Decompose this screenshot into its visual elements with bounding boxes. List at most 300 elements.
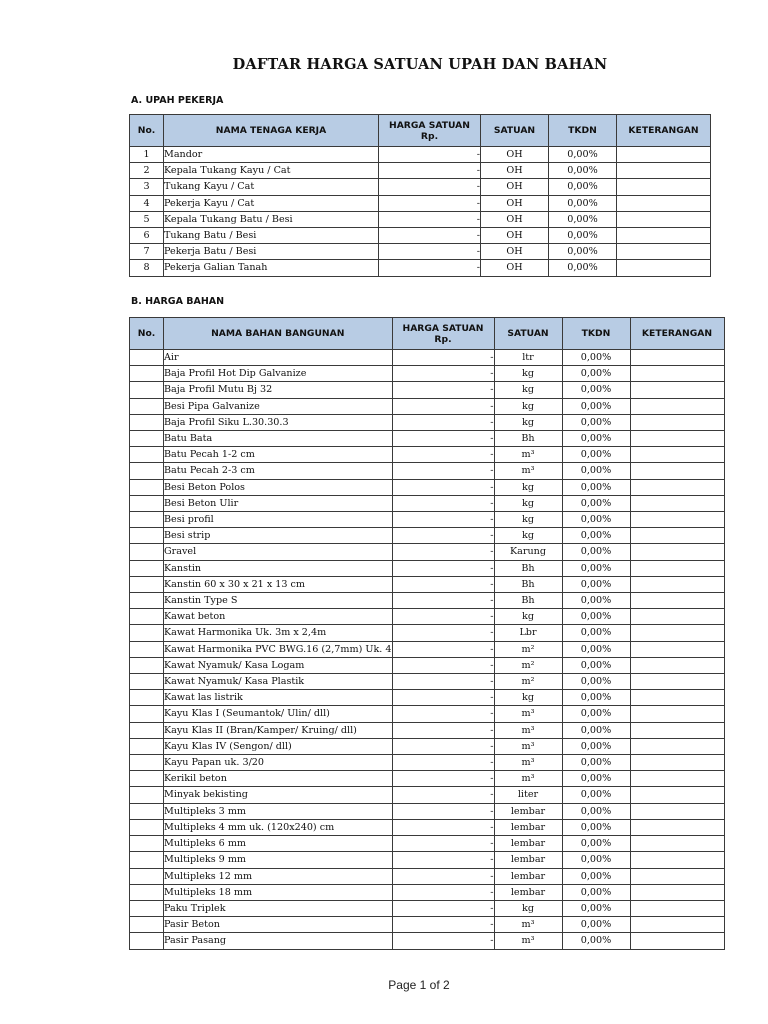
cell-tkdn: 0,00% xyxy=(562,884,630,900)
cell-tkdn: 0,00% xyxy=(562,933,630,949)
table-row xyxy=(130,755,725,771)
cell-no xyxy=(130,382,164,398)
table-row xyxy=(130,528,725,544)
cell-no xyxy=(130,593,164,609)
cell-unit: lembar xyxy=(494,836,562,852)
cell-tkdn: 0,00% xyxy=(562,755,630,771)
table-row xyxy=(130,625,725,641)
cell-unit: lembar xyxy=(494,884,562,900)
cell-tkdn: 0,00% xyxy=(549,147,617,163)
cell-no xyxy=(130,414,164,430)
cell-unit: liter xyxy=(494,787,562,803)
cell-unit: OH xyxy=(481,260,549,276)
column-header-note: KETERANGAN xyxy=(617,115,711,147)
cell-note xyxy=(630,868,724,884)
cell-unit: kg xyxy=(494,528,562,544)
cell-no xyxy=(130,690,164,706)
cell-price: - xyxy=(392,382,494,398)
cell-name: Air xyxy=(164,350,393,366)
cell-unit: OH xyxy=(481,195,549,211)
cell-tkdn: 0,00% xyxy=(562,495,630,511)
cell-no xyxy=(130,722,164,738)
cell-no xyxy=(130,398,164,414)
cell-name: Kawat Harmonika PVC BWG.16 (2,7mm) Uk. 4 xyxy=(164,641,393,657)
cell-name: Kayu Papan uk. 3/20 xyxy=(164,755,393,771)
cell-note xyxy=(630,560,724,576)
table-row xyxy=(130,431,725,447)
cell-price: - xyxy=(379,244,481,260)
table-row xyxy=(130,414,725,430)
cell-unit: m³ xyxy=(494,447,562,463)
cell-unit: m² xyxy=(494,674,562,690)
cell-name: Kepala Tukang Batu / Besi xyxy=(164,211,379,227)
cell-unit: OH xyxy=(481,179,549,195)
table-row xyxy=(130,576,725,592)
cell-name: Mandor xyxy=(164,147,379,163)
cell-tkdn: 0,00% xyxy=(562,690,630,706)
cell-unit: m³ xyxy=(494,738,562,754)
cell-tkdn: 0,00% xyxy=(562,609,630,625)
table-row xyxy=(130,690,725,706)
table-row xyxy=(130,350,725,366)
cell-tkdn: 0,00% xyxy=(562,576,630,592)
column-header-tkdn: TKDN xyxy=(562,318,630,350)
cell-no xyxy=(130,625,164,641)
table-row xyxy=(130,228,711,244)
cell-note xyxy=(630,755,724,771)
cell-tkdn: 0,00% xyxy=(562,657,630,673)
cell-name: Multipleks 18 mm xyxy=(164,884,393,900)
cell-no xyxy=(130,674,164,690)
cell-note xyxy=(630,414,724,430)
cell-no xyxy=(130,560,164,576)
cell-no: 7 xyxy=(130,244,164,260)
table-row xyxy=(130,195,711,211)
cell-price: - xyxy=(379,163,481,179)
cell-price: - xyxy=(392,479,494,495)
cell-name: Besi Beton Polos xyxy=(164,479,393,495)
table-row xyxy=(130,366,725,382)
cell-tkdn: 0,00% xyxy=(562,900,630,916)
cell-unit: kg xyxy=(494,414,562,430)
table-row xyxy=(130,560,725,576)
cell-tkdn: 0,00% xyxy=(562,641,630,657)
cell-note xyxy=(630,836,724,852)
cell-unit: lembar xyxy=(494,868,562,884)
column-header-note: KETERANGAN xyxy=(630,318,724,350)
cell-note xyxy=(630,933,724,949)
table-row xyxy=(130,819,725,835)
cell-note xyxy=(630,738,724,754)
cell-unit: kg xyxy=(494,690,562,706)
cell-unit: kg xyxy=(494,398,562,414)
cell-price: - xyxy=(392,366,494,382)
cell-name: Multipleks 3 mm xyxy=(164,803,393,819)
table-row xyxy=(130,787,725,803)
cell-tkdn: 0,00% xyxy=(562,771,630,787)
cell-unit: kg xyxy=(494,609,562,625)
cell-name: Pasir Pasang xyxy=(164,933,393,949)
cell-unit: Karung xyxy=(494,544,562,560)
cell-price: - xyxy=(392,884,494,900)
cell-price: - xyxy=(392,609,494,625)
cell-no xyxy=(130,350,164,366)
table-row xyxy=(130,836,725,852)
table-row xyxy=(130,447,725,463)
column-header-price xyxy=(379,115,481,147)
table-row xyxy=(130,917,725,933)
table-row xyxy=(130,512,725,528)
cell-tkdn: 0,00% xyxy=(562,350,630,366)
cell-name: Kawat Harmonika Uk. 3m x 2,4m xyxy=(164,625,393,641)
cell-price: - xyxy=(392,463,494,479)
cell-unit: m³ xyxy=(494,933,562,949)
cell-price: - xyxy=(392,625,494,641)
cell-price: - xyxy=(392,771,494,787)
cell-no: 6 xyxy=(130,228,164,244)
table-row xyxy=(130,900,725,916)
cell-note xyxy=(630,722,724,738)
cell-unit: kg xyxy=(494,479,562,495)
cell-price: - xyxy=(392,706,494,722)
cell-price: - xyxy=(392,495,494,511)
cell-name: Kanstin 60 x 30 x 21 x 13 cm xyxy=(164,576,393,592)
cell-tkdn: 0,00% xyxy=(549,211,617,227)
column-header-price-line2: Rp. xyxy=(434,333,452,345)
table-row xyxy=(130,260,711,276)
cell-unit: OH xyxy=(481,228,549,244)
cell-note xyxy=(617,244,711,260)
cell-name: Kayu Klas II (Bran/Kamper/ Kruing/ dll) xyxy=(164,722,393,738)
cell-price: - xyxy=(392,641,494,657)
cell-unit: OH xyxy=(481,211,549,227)
table-row xyxy=(130,609,725,625)
table-row xyxy=(130,211,711,227)
cell-price: - xyxy=(379,147,481,163)
cell-no xyxy=(130,431,164,447)
column-header-unit: SATUAN xyxy=(494,318,562,350)
cell-tkdn: 0,00% xyxy=(562,382,630,398)
cell-price: - xyxy=(379,228,481,244)
table-row xyxy=(130,641,725,657)
cell-no: 1 xyxy=(130,147,164,163)
section-heading-harga-bahan: B. HARGA BAHAN xyxy=(131,296,225,307)
materials-table xyxy=(129,317,725,950)
cell-note xyxy=(630,852,724,868)
cell-tkdn: 0,00% xyxy=(549,228,617,244)
cell-unit: Lbr xyxy=(494,625,562,641)
cell-unit: ltr xyxy=(494,350,562,366)
cell-unit: Bh xyxy=(494,431,562,447)
cell-price: - xyxy=(379,260,481,276)
cell-unit: m³ xyxy=(494,917,562,933)
cell-name: Kanstin xyxy=(164,560,393,576)
cell-tkdn: 0,00% xyxy=(562,414,630,430)
cell-note xyxy=(630,576,724,592)
cell-tkdn: 0,00% xyxy=(562,544,630,560)
column-header-price xyxy=(392,318,494,350)
cell-name: Baja Profil Mutu Bj 32 xyxy=(164,382,393,398)
cell-tkdn: 0,00% xyxy=(562,868,630,884)
cell-note xyxy=(630,657,724,673)
table-row xyxy=(130,771,725,787)
cell-note xyxy=(630,528,724,544)
table-row xyxy=(130,722,725,738)
cell-name: Multipleks 9 mm xyxy=(164,852,393,868)
column-header-price-line2: Rp. xyxy=(420,130,439,142)
cell-note xyxy=(630,366,724,382)
cell-price: - xyxy=(392,528,494,544)
cell-tkdn: 0,00% xyxy=(562,447,630,463)
cell-note xyxy=(630,787,724,803)
cell-unit: kg xyxy=(494,495,562,511)
cell-note xyxy=(630,819,724,835)
cell-no: 3 xyxy=(130,179,164,195)
cell-no: 8 xyxy=(130,260,164,276)
cell-no xyxy=(130,787,164,803)
column-header-tkdn: TKDN xyxy=(549,115,617,147)
cell-name: Kepala Tukang Kayu / Cat xyxy=(164,163,379,179)
table-row xyxy=(130,852,725,868)
cell-tkdn: 0,00% xyxy=(562,819,630,835)
table-row xyxy=(130,382,725,398)
cell-note xyxy=(630,495,724,511)
cell-price: - xyxy=(392,917,494,933)
table-row xyxy=(130,544,725,560)
cell-note xyxy=(630,544,724,560)
cell-price: - xyxy=(392,803,494,819)
cell-tkdn: 0,00% xyxy=(562,787,630,803)
cell-note xyxy=(630,690,724,706)
cell-unit: Bh xyxy=(494,593,562,609)
cell-unit: m³ xyxy=(494,722,562,738)
cell-unit: kg xyxy=(494,512,562,528)
cell-name: Besi Beton Ulir xyxy=(164,495,393,511)
cell-unit: kg xyxy=(494,366,562,382)
cell-note xyxy=(630,382,724,398)
cell-name: Baja Profil Siku L.30.30.3 xyxy=(164,414,393,430)
table-row xyxy=(130,479,725,495)
cell-tkdn: 0,00% xyxy=(549,260,617,276)
cell-no xyxy=(130,657,164,673)
cell-price: - xyxy=(392,447,494,463)
cell-unit: OH xyxy=(481,147,549,163)
cell-no xyxy=(130,803,164,819)
labor-table xyxy=(129,114,711,277)
table-row xyxy=(130,244,711,260)
table-row xyxy=(130,147,711,163)
cell-tkdn: 0,00% xyxy=(562,398,630,414)
table-row xyxy=(130,657,725,673)
cell-no xyxy=(130,544,164,560)
cell-note xyxy=(617,228,711,244)
column-header-name: NAMA BAHAN BANGUNAN xyxy=(164,318,393,350)
cell-tkdn: 0,00% xyxy=(549,195,617,211)
cell-tkdn: 0,00% xyxy=(562,560,630,576)
cell-note xyxy=(617,211,711,227)
cell-no: 5 xyxy=(130,211,164,227)
cell-name: Tukang Kayu / Cat xyxy=(164,179,379,195)
cell-price: - xyxy=(392,431,494,447)
table-row xyxy=(130,463,725,479)
cell-tkdn: 0,00% xyxy=(562,431,630,447)
cell-tkdn: 0,00% xyxy=(562,479,630,495)
cell-price: - xyxy=(392,836,494,852)
cell-tkdn: 0,00% xyxy=(562,528,630,544)
cell-name: Kawat Nyamuk/ Kasa Logam xyxy=(164,657,393,673)
cell-tkdn: 0,00% xyxy=(562,593,630,609)
cell-tkdn: 0,00% xyxy=(562,366,630,382)
cell-note xyxy=(630,593,724,609)
table-row xyxy=(130,706,725,722)
cell-tkdn: 0,00% xyxy=(562,738,630,754)
cell-price: - xyxy=(379,211,481,227)
cell-price: - xyxy=(392,819,494,835)
section-heading-upah-pekerja: A. UPAH PEKERJA xyxy=(131,95,224,106)
cell-price: - xyxy=(392,398,494,414)
cell-note xyxy=(630,803,724,819)
cell-tkdn: 0,00% xyxy=(562,803,630,819)
cell-unit: lembar xyxy=(494,852,562,868)
column-header-price-line1: HARGA SATUAN xyxy=(402,322,484,334)
cell-no xyxy=(130,495,164,511)
cell-name: Kanstin Type S xyxy=(164,593,393,609)
cell-price: - xyxy=(392,868,494,884)
cell-name: Multipleks 4 mm uk. (120x240) cm xyxy=(164,819,393,835)
cell-note xyxy=(630,625,724,641)
cell-unit: OH xyxy=(481,244,549,260)
cell-price: - xyxy=(392,674,494,690)
cell-unit: m³ xyxy=(494,755,562,771)
cell-tkdn: 0,00% xyxy=(549,244,617,260)
column-header-price-line1: HARGA SATUAN xyxy=(389,119,470,131)
column-header-no: No. xyxy=(130,115,164,147)
cell-no xyxy=(130,366,164,382)
cell-price: - xyxy=(392,350,494,366)
cell-unit: m³ xyxy=(494,706,562,722)
table-row xyxy=(130,495,725,511)
cell-note xyxy=(630,463,724,479)
column-header-unit: SATUAN xyxy=(481,115,549,147)
cell-name: Batu Pecah 1-2 cm xyxy=(164,447,393,463)
cell-note xyxy=(630,884,724,900)
cell-name: Kawat beton xyxy=(164,609,393,625)
cell-price: - xyxy=(379,195,481,211)
cell-tkdn: 0,00% xyxy=(562,674,630,690)
cell-note xyxy=(630,674,724,690)
cell-no: 2 xyxy=(130,163,164,179)
cell-name: Kerikil beton xyxy=(164,771,393,787)
cell-no xyxy=(130,479,164,495)
cell-unit: lembar xyxy=(494,819,562,835)
cell-note xyxy=(630,706,724,722)
cell-price: - xyxy=(392,738,494,754)
cell-no xyxy=(130,933,164,949)
page-title: DAFTAR HARGA SATUAN UPAH DAN BAHAN xyxy=(232,56,608,73)
cell-no xyxy=(130,609,164,625)
table-row xyxy=(130,933,725,949)
cell-no xyxy=(130,576,164,592)
cell-note xyxy=(630,512,724,528)
cell-price: - xyxy=(392,512,494,528)
cell-price: - xyxy=(392,593,494,609)
cell-no: 4 xyxy=(130,195,164,211)
column-header-no: No. xyxy=(130,318,164,350)
cell-price: - xyxy=(392,560,494,576)
cell-name: Pekerja Kayu / Cat xyxy=(164,195,379,211)
cell-name: Tukang Batu / Besi xyxy=(164,228,379,244)
cell-name: Besi strip xyxy=(164,528,393,544)
cell-tkdn: 0,00% xyxy=(562,917,630,933)
page-number: Page 1 of 2 xyxy=(388,978,450,992)
cell-no xyxy=(130,738,164,754)
cell-unit: OH xyxy=(481,163,549,179)
cell-price: - xyxy=(392,576,494,592)
cell-note xyxy=(617,179,711,195)
table-row xyxy=(130,868,725,884)
cell-tkdn: 0,00% xyxy=(562,463,630,479)
cell-unit: kg xyxy=(494,382,562,398)
cell-name: Paku Triplek xyxy=(164,900,393,916)
cell-tkdn: 0,00% xyxy=(562,852,630,868)
cell-price: - xyxy=(392,544,494,560)
cell-no xyxy=(130,917,164,933)
cell-price: - xyxy=(392,690,494,706)
cell-name: Pekerja Batu / Besi xyxy=(164,244,379,260)
cell-name: Batu Pecah 2-3 cm xyxy=(164,463,393,479)
cell-no xyxy=(130,771,164,787)
cell-name: Pasir Beton xyxy=(164,917,393,933)
cell-name: Kayu Klas I (Seumantok/ Ulin/ dll) xyxy=(164,706,393,722)
table-row xyxy=(130,803,725,819)
table-row xyxy=(130,398,725,414)
cell-no xyxy=(130,884,164,900)
cell-note xyxy=(630,398,724,414)
cell-note xyxy=(617,147,711,163)
table-row xyxy=(130,163,711,179)
table-header-row xyxy=(130,115,711,147)
cell-no xyxy=(130,463,164,479)
cell-no xyxy=(130,852,164,868)
cell-note xyxy=(630,350,724,366)
cell-name: Gravel xyxy=(164,544,393,560)
cell-tkdn: 0,00% xyxy=(562,722,630,738)
cell-name: Baja Profil Hot Dip Galvanize xyxy=(164,366,393,382)
cell-tkdn: 0,00% xyxy=(562,512,630,528)
cell-note xyxy=(630,447,724,463)
cell-name: Besi Pipa Galvanize xyxy=(164,398,393,414)
cell-tkdn: 0,00% xyxy=(562,836,630,852)
cell-unit: m³ xyxy=(494,463,562,479)
table-row xyxy=(130,179,711,195)
table-row xyxy=(130,674,725,690)
cell-no xyxy=(130,755,164,771)
cell-name: Kayu Klas IV (Sengon/ dll) xyxy=(164,738,393,754)
cell-unit: lembar xyxy=(494,803,562,819)
cell-name: Pekerja Galian Tanah xyxy=(164,260,379,276)
cell-name: Minyak bekisting xyxy=(164,787,393,803)
table-header-row xyxy=(130,318,725,350)
cell-tkdn: 0,00% xyxy=(562,625,630,641)
cell-price: - xyxy=(392,933,494,949)
cell-no xyxy=(130,706,164,722)
cell-note xyxy=(617,260,711,276)
cell-note xyxy=(617,163,711,179)
cell-price: - xyxy=(392,722,494,738)
cell-note xyxy=(630,609,724,625)
cell-note xyxy=(630,431,724,447)
cell-unit: Bh xyxy=(494,576,562,592)
